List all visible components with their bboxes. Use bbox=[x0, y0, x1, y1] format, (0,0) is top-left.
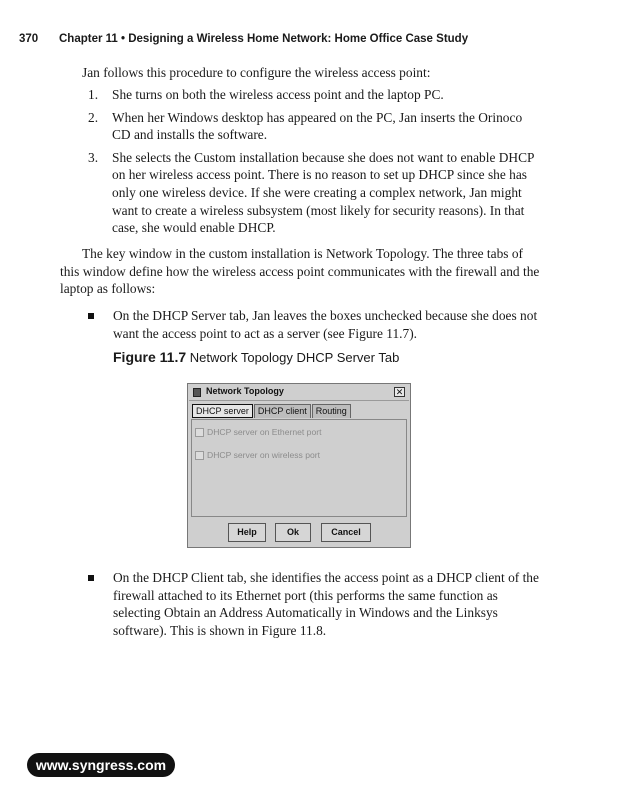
tab-panel bbox=[191, 419, 407, 517]
ok-button[interactable]: Ok bbox=[275, 523, 311, 542]
dhcp-ethernet-label: DHCP server on Ethernet port bbox=[207, 427, 322, 437]
dialog-title: Network Topology bbox=[206, 386, 284, 396]
dhcp-ethernet-checkbox[interactable] bbox=[195, 428, 204, 437]
dhcp-wireless-checkbox[interactable] bbox=[195, 451, 204, 460]
tab-dhcp-server[interactable]: DHCP server bbox=[192, 404, 253, 418]
bullet-list-1 bbox=[88, 307, 540, 342]
step-number: 3. bbox=[88, 149, 99, 165]
step-text: She turns on both the wireless access point and the laptop PC. bbox=[112, 87, 444, 102]
figure-caption bbox=[113, 349, 399, 365]
window-icon bbox=[193, 388, 201, 397]
dialog-titlebar bbox=[189, 385, 409, 401]
bullet-item bbox=[88, 307, 540, 342]
bullet-list-2 bbox=[88, 569, 540, 639]
body-paragraph bbox=[60, 245, 540, 298]
network-topology-dialog bbox=[187, 383, 411, 548]
figure-number: Figure 11.7 bbox=[113, 349, 187, 365]
step-number: 1. bbox=[88, 87, 99, 102]
tab-dhcp-client[interactable]: DHCP client bbox=[254, 404, 311, 418]
intro-paragraph: Jan follows this procedure to configure the wireless access point: bbox=[82, 65, 431, 80]
cancel-button[interactable]: Cancel bbox=[321, 523, 371, 542]
body-paragraph-text: The key window in the custom installation is Network Topology. The three tabs of this window define how the wireless access point communicates with the firewall and the laptop as follows: bbox=[60, 246, 540, 297]
close-icon[interactable]: ✕ bbox=[395, 387, 404, 397]
step-number: 2. bbox=[88, 109, 99, 125]
tab-routing[interactable]: Routing bbox=[312, 404, 351, 418]
dhcp-wireless-label: DHCP server on wireless port bbox=[207, 450, 321, 460]
dialog-tabs bbox=[192, 404, 352, 419]
step-item bbox=[82, 86, 542, 104]
bullet-square-icon bbox=[88, 313, 94, 319]
footer-url-badge: www.syngress.com bbox=[27, 753, 175, 777]
step-item bbox=[82, 109, 542, 144]
running-header bbox=[19, 33, 468, 45]
page-number: 370 bbox=[19, 33, 39, 45]
bullet-text: On the DHCP Server tab, Jan leaves the boxes unchecked because she does not want the access point to act as a server (see Figure 11.7). bbox=[113, 308, 538, 341]
step-item bbox=[82, 149, 542, 237]
step-text: She selects the Custom installation because she does not want to enable DHCP on her wireless access point. There is no reason to set up DHCP since she has only one wireless device. If she were creating a complex network, Jan might want to create a wireless subsystem (most likely for security reasons). In that case, she would enable DHCP. bbox=[112, 149, 534, 236]
bullet-text: On the DHCP Client tab, she identifies the access point as a DHCP client of the firewall attached to its Ethernet port (this performs the same function as selecting Obtain an Address Automatically in Windows and the Linksys software). This is shown in Figure 11.8. bbox=[113, 570, 539, 638]
procedure-steps bbox=[82, 86, 542, 242]
help-button[interactable]: Help bbox=[228, 523, 266, 542]
figure-title: Network Topology DHCP Server Tab bbox=[189, 350, 400, 365]
dhcp-wireless-checkbox-row[interactable] bbox=[195, 450, 320, 460]
step-text: When her Windows desktop has appeared on the PC, Jan inserts the Orinoco CD and installs the software. bbox=[112, 109, 523, 143]
running-title: Chapter 11 • Designing a Wireless Home Network: Home Office Case Study bbox=[59, 33, 469, 45]
bullet-square-icon bbox=[88, 575, 94, 581]
dhcp-ethernet-checkbox-row[interactable] bbox=[195, 427, 321, 437]
bullet-item bbox=[88, 569, 540, 639]
